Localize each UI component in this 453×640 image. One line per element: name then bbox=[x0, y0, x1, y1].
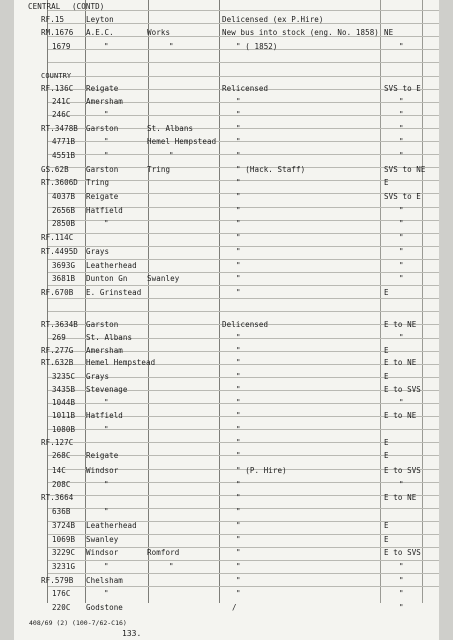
row-loc: Reigate bbox=[86, 451, 119, 460]
row-loc: Leatherhead bbox=[86, 261, 137, 270]
row-loc: " bbox=[104, 110, 109, 119]
row-note: " bbox=[399, 247, 404, 256]
row-remark: " bbox=[236, 548, 241, 557]
page-number: 133. bbox=[122, 629, 142, 638]
row-id: 4551B bbox=[52, 151, 76, 160]
row-remark: " bbox=[236, 219, 241, 228]
row-loc: " bbox=[104, 480, 109, 489]
row-note: " bbox=[399, 97, 404, 106]
row-note: NE bbox=[384, 28, 394, 37]
row-loc: Amersham bbox=[86, 346, 123, 355]
row-remark: " (P. Hire) bbox=[236, 466, 287, 475]
row-note: SVS to NE bbox=[384, 165, 426, 174]
row-loc: Reigate bbox=[86, 84, 119, 93]
row-id: 1069B bbox=[52, 535, 76, 544]
row-id: RF.670B bbox=[41, 288, 74, 297]
row-remark: " bbox=[236, 206, 241, 215]
row-loc: Garston bbox=[86, 320, 119, 329]
row-id: 14C bbox=[52, 466, 66, 475]
row-loc: Grays bbox=[86, 372, 110, 381]
row-remark: " bbox=[236, 562, 241, 571]
row-remark: " bbox=[236, 398, 241, 407]
row-id: RT.3634B bbox=[41, 320, 78, 329]
row-loc: Hemel Hempstead bbox=[86, 358, 156, 367]
row-note: " bbox=[399, 480, 404, 489]
row-remark: " bbox=[236, 493, 241, 502]
row-id: 3435B bbox=[52, 385, 76, 394]
row-note: " bbox=[399, 398, 404, 407]
row-remark: " bbox=[236, 358, 241, 367]
row-remark: " bbox=[236, 521, 241, 530]
row-note: " bbox=[399, 589, 404, 598]
row-remark: Delicensed bbox=[222, 320, 269, 329]
row-remark: " bbox=[236, 385, 241, 394]
row-loc: Grays bbox=[86, 247, 110, 256]
row-note: " bbox=[399, 261, 404, 270]
row-note: " bbox=[399, 562, 404, 571]
row-loc: Godstone bbox=[86, 603, 123, 612]
row-loc: Swanley bbox=[86, 535, 119, 544]
row-id: 208C bbox=[52, 480, 71, 489]
row-rule bbox=[48, 62, 439, 63]
row-rule bbox=[48, 259, 439, 260]
row-id: 220C bbox=[52, 603, 71, 612]
row-remark: Relicensed bbox=[222, 84, 269, 93]
row-id: 1080B bbox=[52, 425, 76, 434]
row-remark: " bbox=[236, 124, 241, 133]
row-note: " bbox=[399, 219, 404, 228]
section-central-contd: (CONTD) bbox=[72, 2, 105, 11]
row-id: 269 bbox=[52, 333, 66, 342]
row-loc: Windsor bbox=[86, 466, 119, 475]
row-loc: Garston bbox=[86, 165, 119, 174]
row-id: RM.1676 bbox=[41, 28, 74, 37]
row-remark: " bbox=[236, 438, 241, 447]
section-central: CENTRAL bbox=[28, 2, 61, 11]
row-note: E bbox=[384, 288, 389, 297]
row-id: 1044B bbox=[52, 398, 76, 407]
row-remark: " bbox=[236, 346, 241, 355]
row-remark: " bbox=[236, 97, 241, 106]
row-note: " bbox=[399, 274, 404, 283]
row-id: 3693G bbox=[52, 261, 76, 270]
row-remark: " bbox=[236, 261, 241, 270]
row-remark: " bbox=[236, 576, 241, 585]
row-loc: Reigate bbox=[86, 192, 119, 201]
row-note: E bbox=[384, 178, 389, 187]
row-note: E to NE bbox=[384, 493, 417, 502]
row-remark: " ( 1852) bbox=[236, 42, 278, 51]
row-loc: Windsor bbox=[86, 548, 119, 557]
column-rule bbox=[422, 0, 423, 603]
row-loc: Leatherhead bbox=[86, 521, 137, 530]
row-rule bbox=[48, 233, 439, 234]
row-note: E bbox=[384, 451, 389, 460]
row-note: " bbox=[399, 42, 404, 51]
row-loc: Stevenage bbox=[86, 385, 128, 394]
row-remark: " bbox=[236, 178, 241, 187]
row-id: RF.136C bbox=[41, 84, 74, 93]
row-rule bbox=[48, 285, 439, 286]
row-note: " bbox=[399, 603, 404, 612]
row-remark: " bbox=[236, 535, 241, 544]
row-remark: " bbox=[236, 274, 241, 283]
row-id: RF.127C bbox=[41, 438, 74, 447]
row-id: 1011B bbox=[52, 411, 76, 420]
row-rule bbox=[48, 495, 439, 496]
row-remark: " (Hack. Staff) bbox=[236, 165, 306, 174]
row-loc: Hatfield bbox=[86, 206, 123, 215]
column-rule bbox=[380, 0, 381, 603]
row-note: E bbox=[384, 521, 389, 530]
row-note: E to SVS bbox=[384, 466, 421, 475]
row-loc: Garston bbox=[86, 124, 119, 133]
row-id: 3681B bbox=[52, 274, 76, 283]
row-note: E to NE bbox=[384, 411, 417, 420]
row-id: 241C bbox=[52, 97, 71, 106]
row-remark: " bbox=[236, 451, 241, 460]
row-loc2: St. Albans bbox=[147, 124, 194, 133]
row-remark: " bbox=[236, 110, 241, 119]
row-loc: " bbox=[104, 219, 109, 228]
row-note: E bbox=[384, 535, 389, 544]
row-loc: A.E.C. bbox=[86, 28, 114, 37]
row-note: " bbox=[399, 206, 404, 215]
row-note: " bbox=[399, 110, 404, 119]
row-loc2: Works bbox=[147, 28, 171, 37]
row-remark: " bbox=[236, 333, 241, 342]
row-id: 246C bbox=[52, 110, 71, 119]
row-rule bbox=[48, 10, 439, 11]
row-loc: Dunton Gn bbox=[86, 274, 128, 283]
row-remark: " bbox=[236, 151, 241, 160]
row-rule bbox=[48, 442, 439, 443]
row-id: RF.15 bbox=[41, 15, 65, 24]
column-rule bbox=[219, 0, 220, 603]
row-note: " bbox=[399, 333, 404, 342]
row-remark: " bbox=[236, 507, 241, 516]
row-loc: " bbox=[104, 425, 109, 434]
row-id: 3231G bbox=[52, 562, 76, 571]
row-remark: " bbox=[236, 480, 241, 489]
row-remark: " bbox=[236, 192, 241, 201]
row-id: 3229C bbox=[52, 548, 76, 557]
row-id: 268C bbox=[52, 451, 71, 460]
row-remark: New bus into stock (eng. No. 1858) bbox=[222, 28, 379, 37]
row-loc: " bbox=[104, 398, 109, 407]
row-id: RF.114C bbox=[41, 233, 74, 242]
row-rule bbox=[48, 586, 439, 587]
row-loc2: " bbox=[169, 151, 174, 160]
row-id: RT.3478B bbox=[41, 124, 78, 133]
row-loc: " bbox=[104, 42, 109, 51]
column-rule bbox=[148, 0, 149, 603]
row-loc2: Hemel Hempstead bbox=[147, 137, 217, 146]
row-id: 1679 bbox=[52, 42, 71, 51]
row-note: " bbox=[399, 137, 404, 146]
row-remark: " bbox=[236, 589, 241, 598]
row-id: RT.3606D bbox=[41, 178, 78, 187]
form-code: 408/69 (2) (100-7/62-C16) bbox=[29, 619, 127, 627]
row-note: " bbox=[399, 233, 404, 242]
row-loc2: " bbox=[169, 562, 174, 571]
row-rule bbox=[48, 573, 439, 574]
section-country: COUNTRY bbox=[41, 72, 72, 80]
row-loc2: Swanley bbox=[147, 274, 180, 283]
row-loc2: " bbox=[169, 42, 174, 51]
row-id: 4771B bbox=[52, 137, 76, 146]
row-loc: E. Grinstead bbox=[86, 288, 142, 297]
row-rule bbox=[48, 272, 439, 273]
row-remark: " bbox=[236, 233, 241, 242]
row-remark: " bbox=[236, 372, 241, 381]
row-loc: Leyton bbox=[86, 15, 114, 24]
row-loc: Chelsham bbox=[86, 576, 123, 585]
row-remark: " bbox=[236, 288, 241, 297]
row-note: E bbox=[384, 346, 389, 355]
row-remark: Delicensed (ex P.Hire) bbox=[222, 15, 324, 24]
row-loc: Tring bbox=[86, 178, 110, 187]
row-loc: " bbox=[104, 151, 109, 160]
row-loc: " bbox=[104, 507, 109, 516]
row-id: GS.62B bbox=[41, 165, 69, 174]
row-id: 636B bbox=[52, 507, 71, 516]
row-remark: " bbox=[236, 425, 241, 434]
row-id: RT.3664 bbox=[41, 493, 74, 502]
row-note: " bbox=[399, 576, 404, 585]
row-rule bbox=[48, 298, 439, 299]
row-loc: Amersham bbox=[86, 97, 123, 106]
row-rule bbox=[48, 311, 439, 312]
row-id: RT.632B bbox=[41, 358, 74, 367]
row-id: 2850B bbox=[52, 219, 76, 228]
row-loc: Hatfield bbox=[86, 411, 123, 420]
row-loc2: Romford bbox=[147, 548, 180, 557]
row-id: RT.4495D bbox=[41, 247, 78, 256]
row-note: SVS to E bbox=[384, 84, 421, 93]
row-note: E to NE bbox=[384, 358, 417, 367]
row-remark: " bbox=[236, 411, 241, 420]
row-note: E to SVS bbox=[384, 548, 421, 557]
row-id: 4037B bbox=[52, 192, 76, 201]
row-loc2: Tring bbox=[147, 165, 171, 174]
row-remark: " bbox=[236, 247, 241, 256]
row-id: 3724B bbox=[52, 521, 76, 530]
row-id: 3235C bbox=[52, 372, 76, 381]
row-id: 176C bbox=[52, 589, 71, 598]
row-note: SVS to E bbox=[384, 192, 421, 201]
row-id: RF.579B bbox=[41, 576, 74, 585]
row-note: " bbox=[399, 151, 404, 160]
row-loc: " bbox=[104, 562, 109, 571]
row-loc: St. Albans bbox=[86, 333, 133, 342]
row-rule bbox=[48, 76, 439, 77]
row-note: " bbox=[399, 124, 404, 133]
ledger-page bbox=[14, 0, 439, 640]
row-remark: " bbox=[236, 137, 241, 146]
row-remark: / bbox=[232, 603, 237, 612]
row-id: RF.277G bbox=[41, 346, 74, 355]
row-note: E bbox=[384, 438, 389, 447]
row-loc: " bbox=[104, 589, 109, 598]
row-note: E bbox=[384, 372, 389, 381]
row-id: 2656B bbox=[52, 206, 76, 215]
row-note: E to NE bbox=[384, 320, 417, 329]
row-note: E to SVS bbox=[384, 385, 421, 394]
row-loc: " bbox=[104, 137, 109, 146]
